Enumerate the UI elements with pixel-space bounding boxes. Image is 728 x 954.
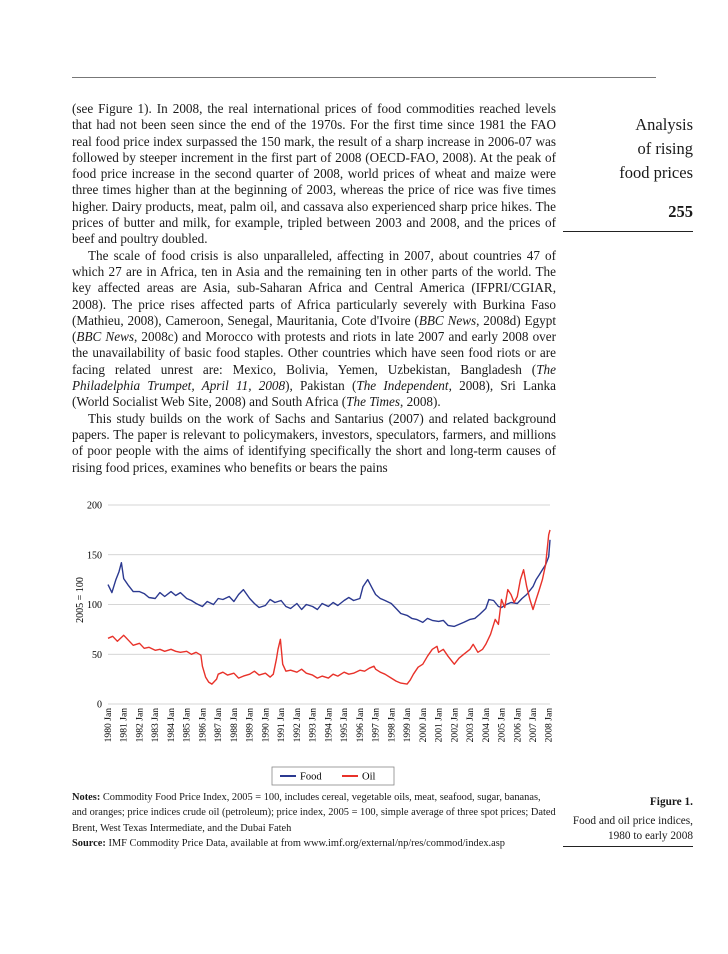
legend-label-food: Food: [300, 771, 322, 783]
figure-label: Figure 1.: [649, 796, 693, 808]
x-tick-label: 1994 Jan: [323, 708, 335, 743]
paragraph: The scale of food crisis is also unparalleled, affecting in 2007, about countries 47 of which 27 are in Africa, ten in Asia and the remaining ten in other parts of the world. The key affected areas are Asia, sub-Saharan Africa and Central America (IFPRI/CGIAR, 2008). The price rises affected parts of Africa particularly severely with Burkina Faso (Mathieu, 2008), Cameroon, Senegal, Mauritania, Cote d'Ivoire (BBC News, 2008d) Egypt (BBC News, 2008c) and Morocco with protests and riots in late 2007 and early 2008 over the unavailability of basic food staples. Other countries which have seen food riots or are facing related unrest are: Mexico, Bolivia, Yemen, Uzbekistan, Bangladesh (The Philadelphia Trumpet, April 11, 2008), Pakistan (The Independent, 2008), Sri Lanka (World Socialist Web Site, 2008) and South Africa (The Times, 2008).: [72, 247, 557, 410]
x-tick-label: 1985 Jan: [181, 708, 193, 743]
x-tick-label: 2002 Jan: [449, 708, 461, 743]
x-tick-label: 1990 Jan: [260, 708, 272, 743]
paragraph: This study builds on the work of Sachs and Santarius (2007) and related background papers. The paper is relevant to policymakers, investors, speculators, farmers, and millions of poor people with the aims of identifying specifically the short and long-term causes of rising food prices, examines who benefits or bears the pains: [72, 410, 556, 475]
source-text: IMF Commodity Price Data, available at from www.imf.org/external/np/res/commod/index.asp: [105, 837, 505, 849]
x-tick-label: 1988 Jan: [228, 708, 240, 743]
series-oil-line: [108, 530, 550, 684]
caption-rule: [563, 846, 693, 847]
y-tick-label: 200: [87, 500, 102, 512]
x-tick-label: 1997 Jan: [370, 708, 382, 743]
x-tick-label: 2003 Jan: [465, 708, 477, 743]
x-tick-label: 1989 Jan: [244, 708, 256, 743]
y-axis-label: 2005 = 100: [75, 577, 86, 623]
notes-text: Commodity Food Price Index, 2005 = 100, includes cereal, vegetable oils, meat, seafood, sugar, bananas, and oranges; price indices crude oil (petroleum); price index, 2005 = 100, simple average of three spot prices; Dated Brent, West Texas Intermediate, and the Dubai Fateh: [72, 792, 556, 834]
body-text: [72, 101, 556, 476]
running-title-line: Analysis: [635, 115, 693, 134]
x-tick-label: 2006 Jan: [512, 708, 524, 743]
y-axis: [87, 501, 102, 711]
figure-caption-text: Food and oil price indices, 1980 to early 2008: [572, 814, 693, 842]
y-tick-label: 50: [92, 649, 102, 661]
x-tick-label: 1986 Jan: [197, 708, 209, 743]
source-label: Source:: [72, 837, 106, 849]
running-title-line: of rising: [637, 139, 693, 158]
x-tick-label: 1981 Jan: [118, 708, 130, 743]
x-tick-label: 1996 Jan: [354, 708, 366, 743]
running-title-line: food prices: [619, 163, 693, 182]
x-tick-label: 1980 Jan: [103, 708, 114, 743]
y-tick-label: 150: [87, 550, 102, 562]
x-tick-label: 1983 Jan: [150, 708, 162, 743]
header-rule: [72, 77, 656, 78]
sidebar-rule: [563, 231, 693, 232]
series-lines: [108, 530, 550, 684]
paragraph: (see Figure 1). In 2008, the real international prices of food commodities reached levels that had not been seen since the end of the 1970s. For the first time since 1981 the FAO real food price index surpassed the 150 mark, the result of a sharp increase in 2006-07 was followed by steeper increment in the first part of 2008 (OECD-FAO, 2008). At the peak of food price increase in the second quarter of 2008, world prices of wheat and maize were three times higher than at the beginning of 2003, whereas the price of rice was five times higher. Dairy products, meat, palm oil, and cassava also experienced sharp price hikes. The prices of butter and milk, for example, tripled between 2003 and 2008, and the prices of beef and poultry doubled.: [72, 101, 556, 247]
x-tick-label: 2007 Jan: [528, 708, 539, 743]
x-tick-label: 1999 Jan: [402, 708, 414, 743]
x-axis: [103, 708, 555, 743]
figure-caption: [558, 795, 693, 845]
y-tick-label: 100: [87, 600, 102, 611]
legend: [272, 767, 394, 785]
x-tick-label: 1998 Jan: [386, 708, 398, 743]
figure-1-chart: [72, 495, 556, 791]
x-tick-label: 2005 Jan: [496, 708, 508, 743]
x-tick-label: 2000 Jan: [417, 708, 429, 743]
x-tick-label: 1991 Jan: [276, 708, 288, 743]
figure-notes: [72, 790, 556, 851]
notes-label: Notes:: [72, 792, 101, 803]
series-food-line: [108, 540, 550, 627]
x-tick-label: 2004 Jan: [480, 708, 492, 743]
x-tick-label: 1987 Jan: [213, 708, 225, 743]
x-tick-label: 1995 Jan: [339, 708, 351, 743]
x-tick-label: 1982 Jan: [134, 708, 146, 743]
x-tick-label: 2008 Jan: [543, 708, 555, 743]
y-tick-label: 0: [97, 699, 102, 711]
x-tick-label: 1992 Jan: [291, 708, 303, 743]
running-title: [563, 113, 693, 185]
x-tick-label: 1993 Jan: [307, 708, 319, 743]
line-chart: [72, 495, 556, 791]
x-tick-label: 2001 Jan: [433, 708, 445, 743]
x-tick-label: 1984 Jan: [165, 708, 177, 743]
gridlines: [108, 505, 550, 704]
page-number: 255: [668, 202, 693, 221]
legend-label-oil: Oil: [362, 771, 376, 783]
